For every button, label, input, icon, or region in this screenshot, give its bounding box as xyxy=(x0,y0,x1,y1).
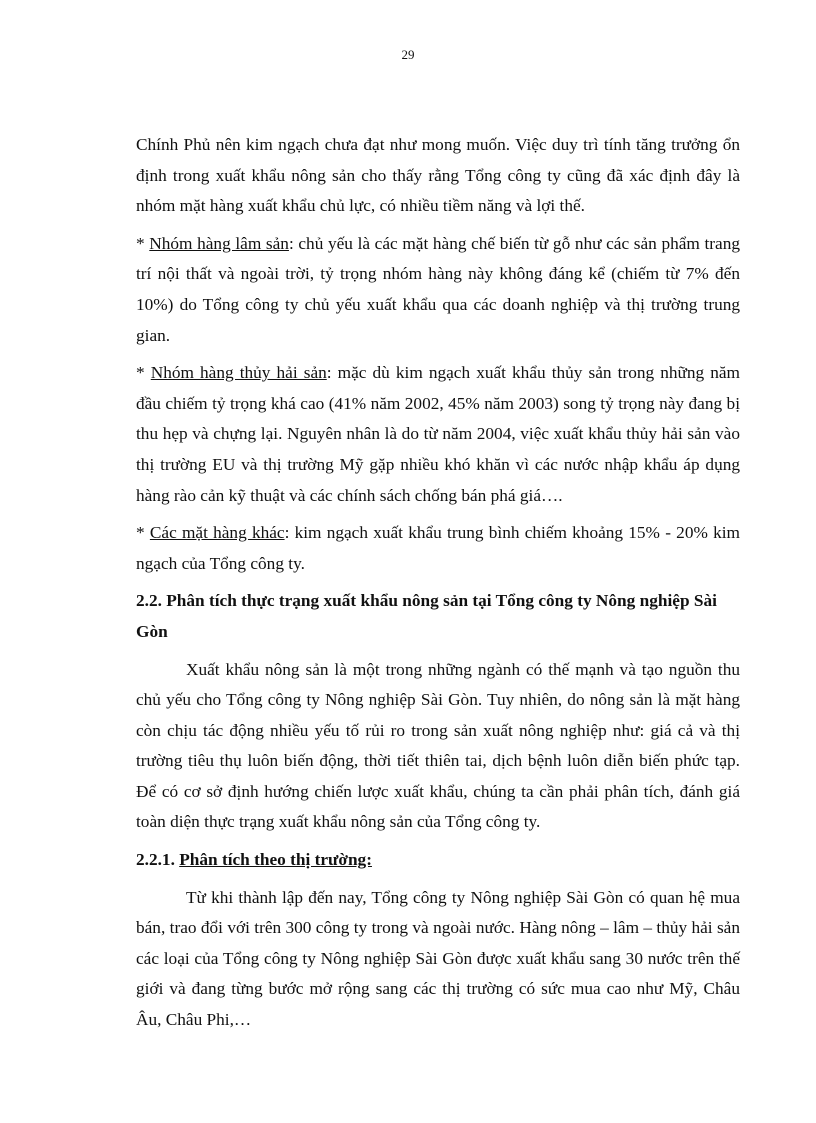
section-heading-2-2: 2.2. Phân tích thực trạng xuất khẩu nông sản tại Tổng công ty Nông nghiệp Sài Gòn xyxy=(136,591,717,641)
paragraph-seafood xyxy=(136,358,740,511)
seafood-label: Nhóm hàng thủy hải sản xyxy=(150,363,327,383)
bullet-marker: * xyxy=(136,523,150,543)
page-number: 29 xyxy=(401,47,415,62)
section-heading-2-2-1 xyxy=(136,845,740,876)
seafood-text: : mặc dù kim ngạch xuất khẩu thủy sản trong những năm đầu chiếm tỷ trọng khá cao (41% năm 2002, 45% năm 2003) song tỷ trọng này đang bị thu hẹp và chựng lại. Nguyên nhân là do từ năm 2004, việc xuất khẩu thủy hải sản vào thị trường EU và thị trường Mỹ gặp nhiều khó khăn vì các nước nhập khẩu áp dụng hàng rào cản kỹ thuật và các chính sách chống bán phá giá…. xyxy=(136,363,740,505)
bullet-marker: * xyxy=(136,363,151,383)
document-body xyxy=(136,130,740,1043)
forestry-label: Nhóm hàng lâm sản xyxy=(149,233,289,253)
paragraph-forestry xyxy=(136,229,740,351)
paragraph-agri-summary: Chính Phủ nên kim ngạch chưa đạt như mong muốn. Việc duy trì tính tăng trưởng ổn định trong xuất khẩu nông sản cho thấy rằng Tổng công ty cũng đã xác định đây là nhóm mặt hàng xuất khẩu chủ lực, có nhiều tiềm năng và lợi thế. xyxy=(136,135,740,216)
other-goods-label: Các mặt hàng khác xyxy=(149,523,285,543)
forestry-text: : chủ yếu là các mặt hàng chế biến từ gỗ như các sản phẩm trang trí nội thất và ngoài trời, tỷ trọng nhóm hàng này không đáng kể (chiếm từ 7% đến 10%) do Tổng công ty chủ yếu xuất khẩu qua các doanh nghiệp và thị trường trung gian. xyxy=(136,233,740,345)
other-goods-text: : kim ngạch xuất khẩu trung bình chiếm khoảng 15% - 20% kim ngạch của Tổng công ty. xyxy=(136,523,740,573)
paragraph-market-analysis: Từ khi thành lập đến nay, Tổng công ty Nông nghiệp Sài Gòn có quan hệ mua bán, trao đổi với trên 300 công ty trong và ngoài nước. Hàng nông – lâm – thủy hải sản các loại của Tổng công ty Nông nghiệp Sài Gòn được xuất khẩu sang 30 nước trên thế giới và đang từng bước mở rộng sang các thị trường có sức mua cao như Mỹ, Châu Âu, Châu Phi,… xyxy=(136,887,740,1030)
bullet-marker: * xyxy=(136,233,150,253)
section-title: Phân tích theo thị trường: xyxy=(179,850,372,870)
paragraph-other-goods xyxy=(136,518,740,579)
paragraph-export-overview: Xuất khẩu nông sản là một trong những ngành có thế mạnh và tạo nguồn thu chủ yếu cho Tổng công ty Nông nghiệp Sài Gòn. Tuy nhiên, do nông sản là mặt hàng còn chịu tác động nhiều yếu tố rủi ro trong sản xuất nông nghiệp như: giá cả và thị trường tiêu thụ luôn biến động, thời tiết thiên tai, dịch bệnh luôn diễn biến phức tạp. Để có cơ sở định hướng chiến lược xuất khẩu, chúng ta cần phải phân tích, đánh giá toàn diện thực trạng xuất khẩu nông sản của Tổng công ty. xyxy=(136,659,740,832)
section-number: 2.2.1. xyxy=(136,850,180,870)
